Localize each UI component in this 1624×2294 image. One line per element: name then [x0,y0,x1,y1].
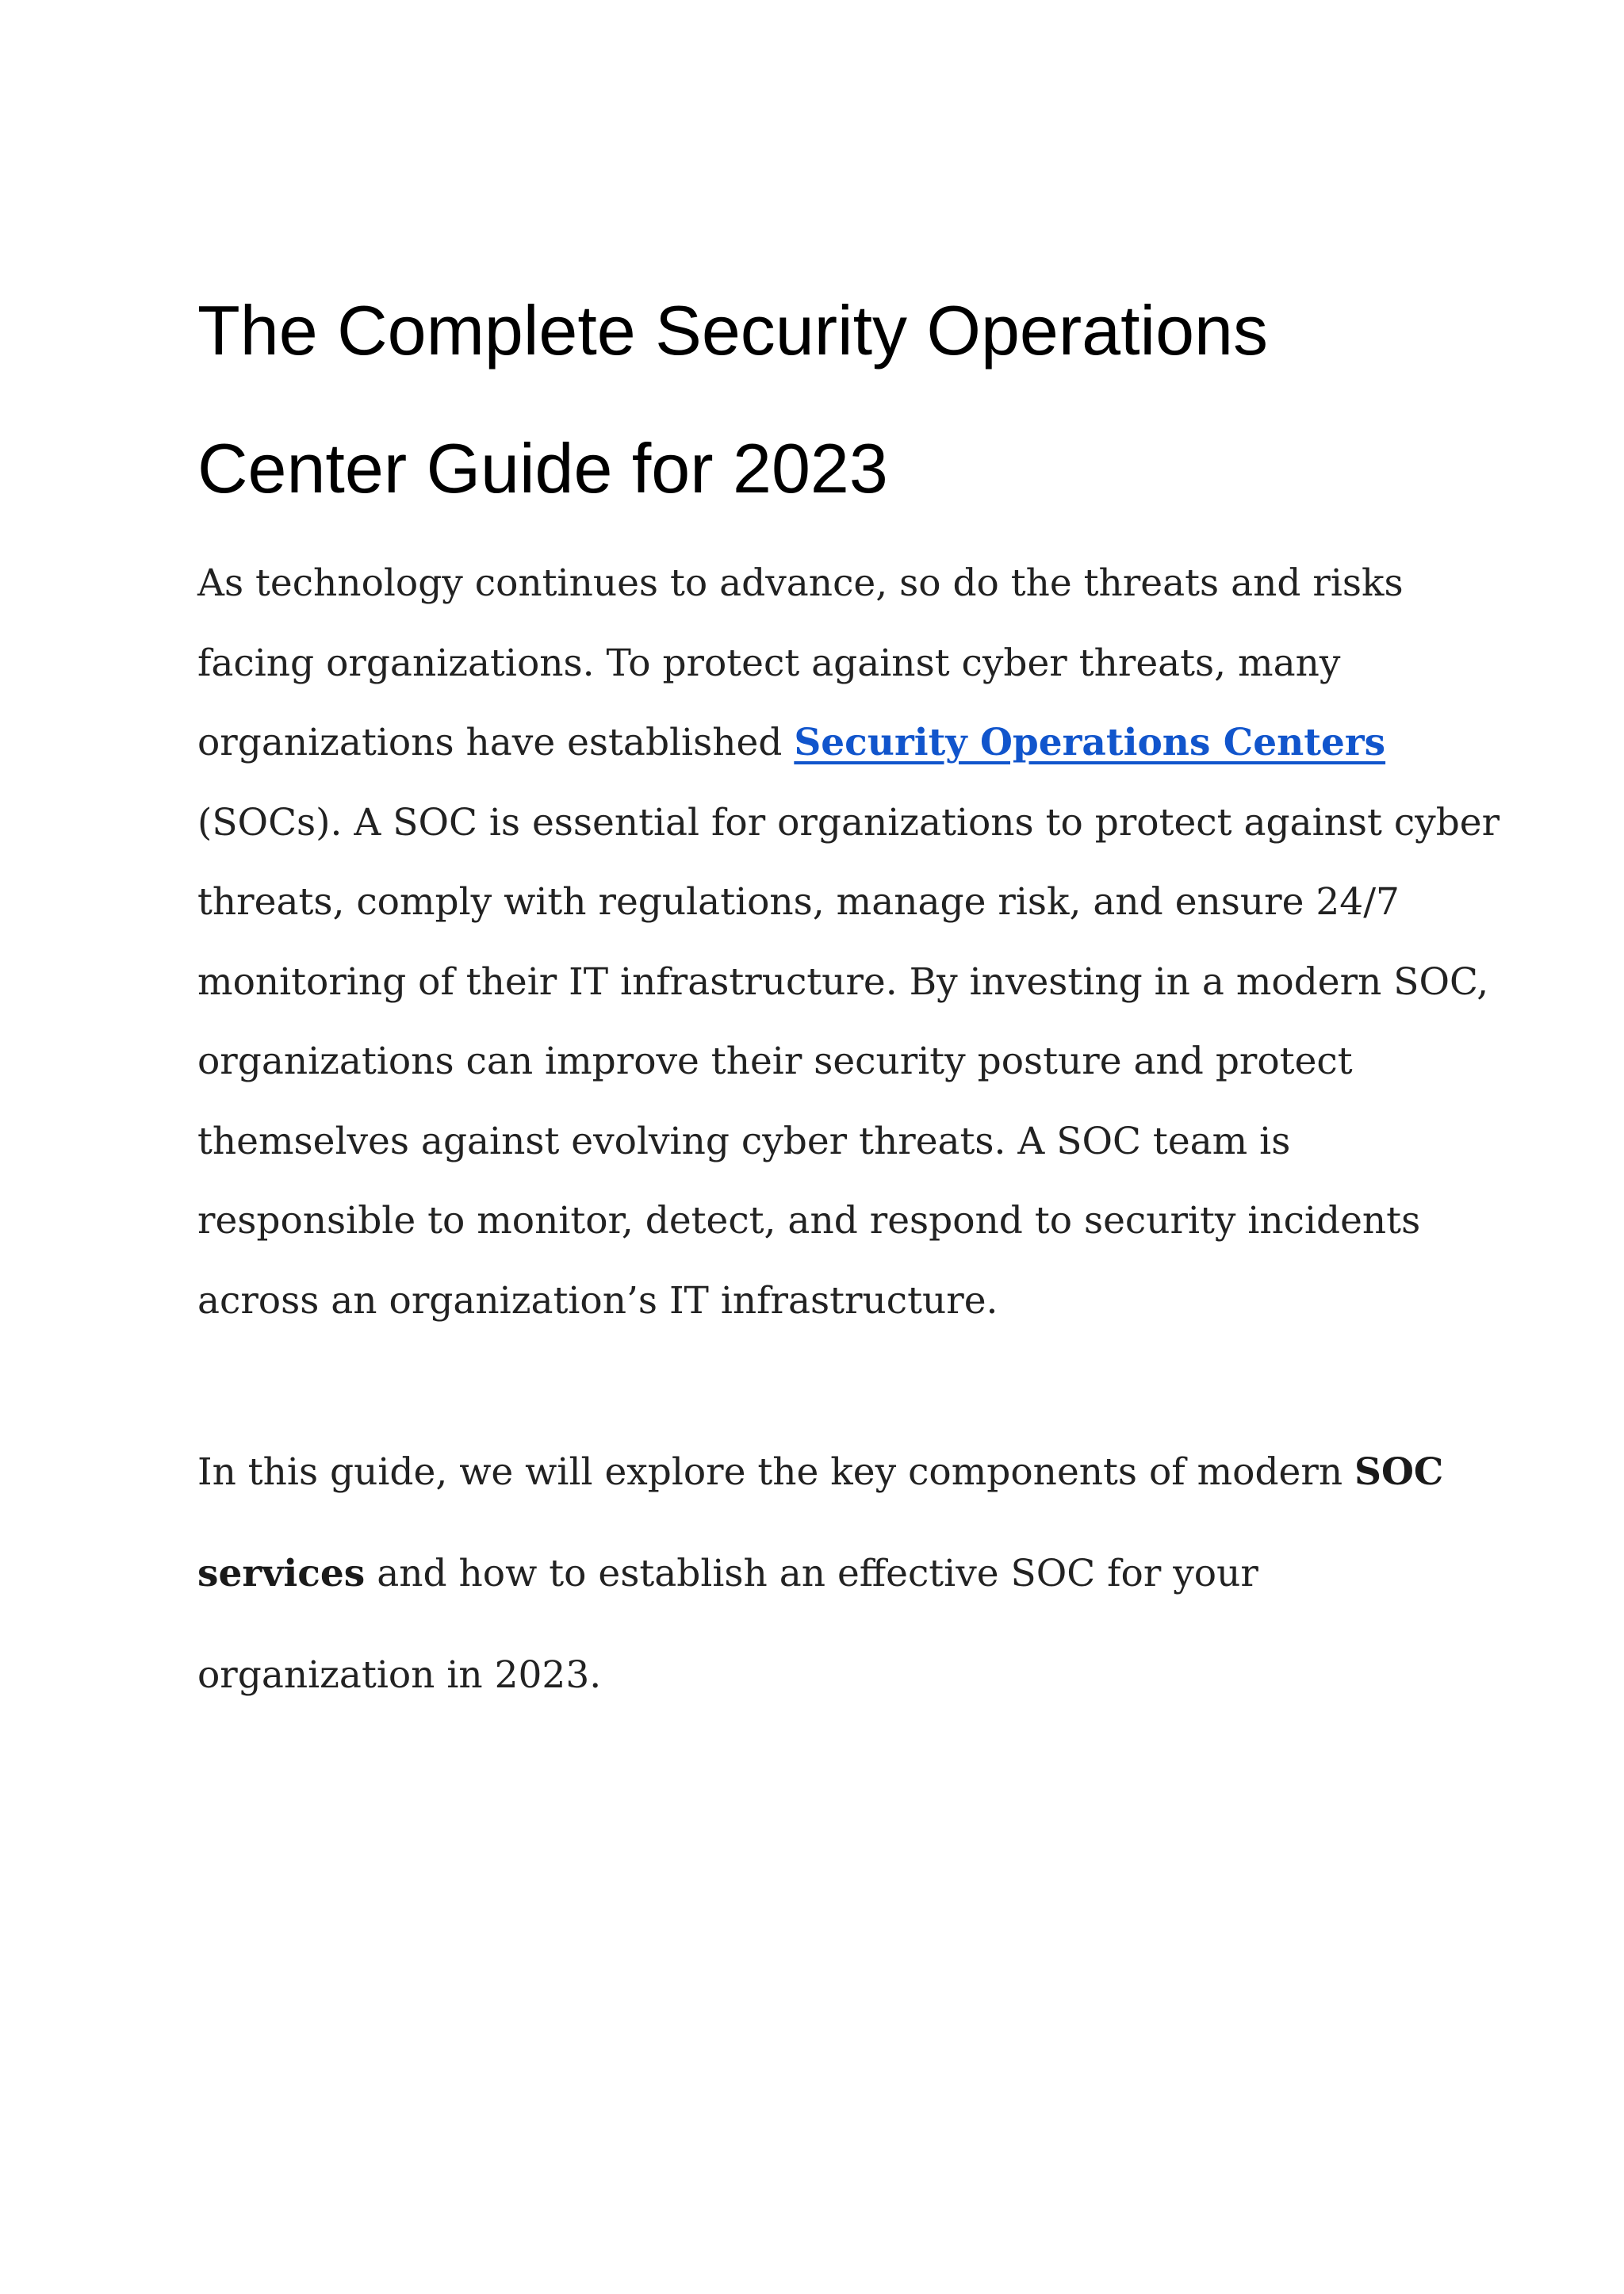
intro-line-10: across an organization’s IT infrastructure. [197,1278,998,1323]
intro-line-5: threats, comply with regulations, manage risk, and ensure 24/7 [197,880,1400,924]
intro-line-9: responsible to monitor, detect, and respond to security incidents [197,1199,1421,1243]
intro-line-1: As technology continues to advance, so do the threats and risks [197,561,1404,605]
guide-line-2 [197,1523,1466,1625]
guide-line-1-text: In this guide, we will explore the key components of modern [197,1450,1355,1494]
title-line-1: The Complete Security Operations [197,291,1268,370]
intro-line-3 [197,703,1466,783]
intro-line-8: themselves against evolving cyber threats. A SOC team is [197,1119,1291,1163]
soc-link[interactable]: Security Operations Centers [794,721,1386,764]
document-content [197,262,1500,1726]
guide-line-2-text: and how to establish an effective SOC for your [365,1552,1258,1595]
intro-line-3-text: organizations have established [197,721,795,764]
guide-line-3: organization in 2023. [197,1653,602,1697]
soc-bold-text: SOC [1354,1450,1444,1494]
intro-line-7: organizations can improve their security posture and protect [197,1040,1353,1083]
intro-line-4: (SOCs). A SOC is essential for organizations to protect against cyber [197,800,1500,844]
page-title [197,262,1466,538]
title-line-2: Center Guide for 2023 [197,429,888,507]
intro-line-2: facing organizations. To protect against cyber threats, many [197,641,1341,685]
intro-line-6: monitoring of their IT infrastructure. By investing in a modern SOC, [197,959,1489,1004]
services-bold-text: services [197,1552,366,1595]
guide-paragraph [197,1422,1466,1726]
intro-paragraph [197,544,1500,1341]
guide-line-1 [197,1422,1466,1523]
